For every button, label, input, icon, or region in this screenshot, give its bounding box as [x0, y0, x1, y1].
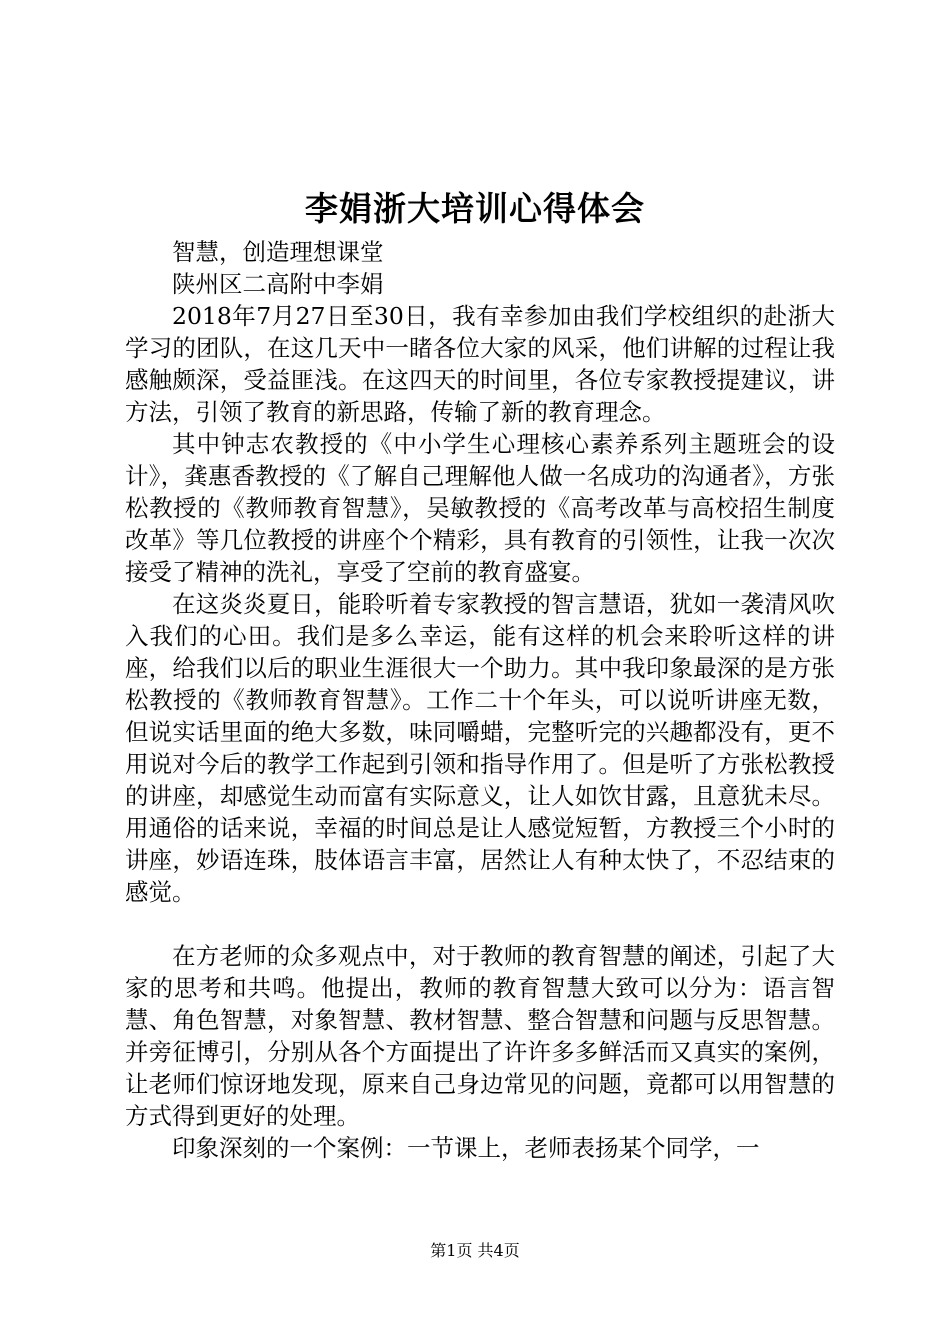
paragraph: 其中钟志农教授的《中小学生心理核心素养系列主题班会的设计》，龚惠香教授的《了解自己理解他人做一名成功的沟通者》，方张松教授的《教师教育智慧》，吴敏教授的《高考改革与高校招生制度改革》等几位教授的讲座个个精彩，具有教育的引领性，让我一次次接受了精神的洗礼，享受了空前的教育盛宴。: [125, 430, 835, 586]
page-footer: 第1页 共4页: [430, 1241, 520, 1260]
paragraph: 2018年7月27日至30日，我有幸参加由我们学校组织的赴浙大学习的团队，在这几天中一睹各位大家的风采，他们讲解的过程让我感触颇深，受益匪浅。在这四天的时间里，各位专家教授提建议，讲方法，引领了教育的新思路，传输了新的教育理念。: [125, 302, 835, 426]
document-title: 李娟浙大培训心得体会: [305, 189, 645, 228]
document-body: [125, 236, 835, 1164]
subtitle: 智慧，创造理想课堂: [172, 238, 384, 266]
author-line: 陕州区二高附中李娟: [172, 270, 384, 298]
paragraph: 在方老师的众多观点中，对于教师的教育智慧的阐述，引起了大家的思考和共鸣。他提出，教师的教育智慧大致可以分为：语言智慧、角色智慧，对象智慧、教材智慧、整合智慧和问题与反思智慧。并旁征博引，分别从各个方面提出了许许多多鲜活而又真实的案例，让老师们惊讶地发现，原来自己身边常见的问题，竟都可以用智慧的方式得到更好的处理。: [125, 942, 835, 1130]
paragraph: 在这炎炎夏日，能聆听着专家教授的智言慧语，犹如一袭清风吹入我们的心田。我们是多么幸运，能有这样的机会来聆听这样的讲座，给我们以后的职业生涯很大一个助力。其中我印象最深的是方张松教授的《教师教育智慧》。工作二十个年头，可以说听讲座无数，但说实话里面的绝大多数，味同嚼蜡，完整听完的兴趣都没有，更不用说对今后的教学工作起到引领和指导作用了。但是听了方张松教授的讲座，却感觉生动而富有实际意义，让人如饮甘露，且意犹未尽。用通俗的话来说，幸福的时间总是让人感觉短暂，方教授三个小时的讲座，妙语连珠，肢体语言丰富，居然让人有种太快了，不忍结束的感觉。: [125, 590, 835, 906]
paragraph: 印象深刻的一个案例：一节课上，老师表扬某个同学，一: [172, 1134, 760, 1162]
